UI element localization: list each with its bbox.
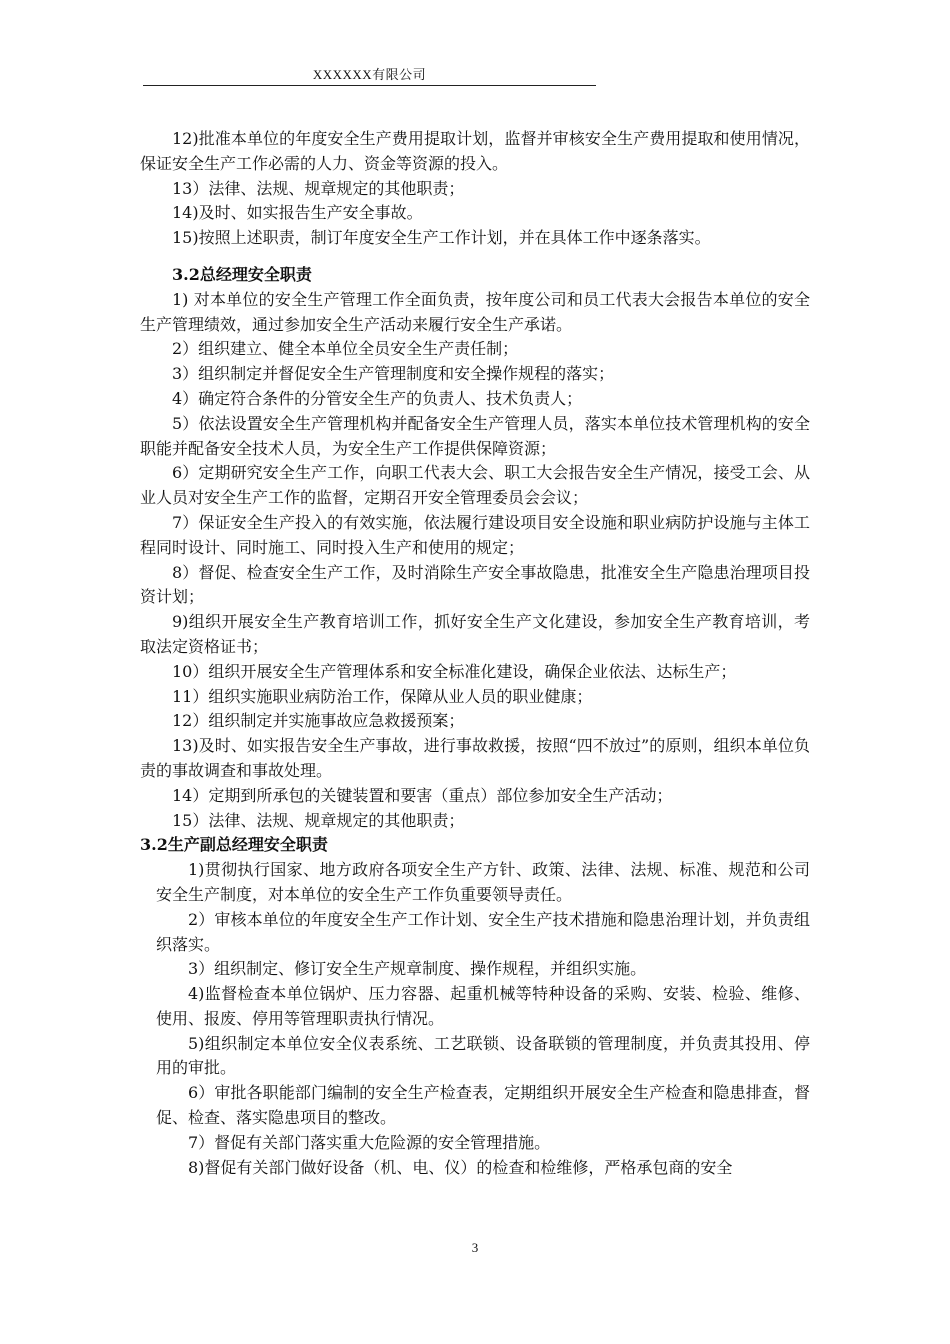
- list-item: 6）定期研究安全生产工作，向职工代表大会、职工大会报告安全生产情况，接受工会、从业人员对安全生产工作的监督，定期召开安全管理委员会会议；: [140, 463, 810, 508]
- header-rule: [143, 85, 596, 86]
- paragraph: 15)按照上述职责，制订年度安全生产工作计划，并在具体工作中逐条落实。: [172, 228, 711, 248]
- list-item: 7）督促有关部门落实重大危险源的安全管理措施。: [188, 1132, 551, 1152]
- list-item: 11）组织实施职业病防治工作，保障从业人员的职业健康；: [172, 686, 593, 706]
- list-item: 7）保证安全生产投入的有效实施，依法履行建设项目安全设施和职业病防护设施与主体工程同时设计、同时施工、同时投入生产和使用的规定；: [140, 512, 810, 557]
- list-item: 9)组织开展安全生产教育培训工作，抓好安全生产文化建设，参加安全生产教育培训，考取法定资格证书；: [140, 612, 810, 656]
- list-item: 13)及时、如实报告安全生产事故，进行事故救援，按照“四不放过”的原则，组织本单位负责的事故调查和事故处理。: [140, 736, 810, 780]
- section-production-vice-manager: [140, 833, 810, 1180]
- section-heading-general-manager: 3.2总经理安全职责: [172, 264, 312, 284]
- list-item: 5)组织制定本单位安全仪表系统、工艺联锁、设备联锁的管理制度，并负责其投用、停用的审批。: [156, 1033, 810, 1078]
- list-item: 8）督促、检查安全生产工作，及时消除生产安全事故隐患，批准安全生产隐患治理项目投资计划；: [140, 562, 810, 607]
- list-item: 4）确定符合条件的分管安全生产的负责人、技术负责人；: [172, 388, 583, 408]
- list-item: 3）组织制定并督促安全生产管理制度和安全操作规程的落实；: [172, 364, 615, 384]
- list-item: 8)督促有关部门做好设备（机、电、仪）的检查和检维修，严格承包商的安全: [188, 1157, 733, 1177]
- section-heading-production-vice-manager: 3.2生产副总经理安全职责: [140, 835, 328, 855]
- document-body: [140, 127, 810, 1180]
- page-header: XXXXXX有限公司: [312, 67, 427, 82]
- list-item: 3）组织制定、修订安全生产规章制度、操作规程，并组织实施。: [188, 959, 647, 979]
- page-number: 3: [471, 1240, 479, 1255]
- list-item: 1) 对本单位的安全生产管理工作全面负责，按年度公司和员工代表大会报告本单位的安全生产管理绩效，通过参加安全生产活动来履行安全生产承诺。: [140, 289, 810, 334]
- list-item: 5）依法设置安全生产管理机构并配备安全生产管理人员，落实本单位技术管理机构的安全职能并配备安全技术人员，为安全生产工作提供保障资源；: [140, 413, 810, 458]
- paragraph: 12)批准本单位的年度安全生产费用提取计划，监督并审核安全生产费用提取和使用情况，保证安全生产工作必需的人力、资金等资源的投入。: [140, 129, 810, 173]
- list-item: 2）组织建立、健全本单位全员安全生产责任制；: [172, 339, 519, 359]
- list-item: 15）法律、法规、规章规定的其他职责；: [172, 810, 465, 830]
- list-item: 4)监督检查本单位锅炉、压力容器、起重机械等特种设备的采购、安装、检验、维修、使用、报废、停用等管理职责执行情况。: [156, 984, 810, 1028]
- paragraph: 14)及时、如实报告生产安全事故。: [172, 203, 423, 223]
- list-item: 1)贯彻执行国家、地方政府各项安全生产方针、政策、法律、法规、标准、规范和公司安全生产制度，对本单位的安全生产工作负重要领导责任。: [156, 860, 810, 904]
- list-item: 6）审批各职能部门编制的安全生产检查表，定期组织开展安全生产检查和隐患排查，督促、检查、落实隐患项目的整改。: [156, 1083, 810, 1128]
- list-item: 12）组织制定并实施事故应急救援预案；: [172, 711, 465, 731]
- list-item: 2）审核本单位的年度安全生产工作计划、安全生产技术措施和隐患治理计划，并负责组织落实。: [156, 909, 810, 954]
- paragraph: 13）法律、法规、规章规定的其他职责；: [172, 178, 465, 198]
- list-item: 14）定期到所承包的关键装置和要害（重点）部位参加安全生产活动；: [172, 785, 673, 805]
- list-item: 10）组织开展安全生产管理体系和安全标准化建设，确保企业依法、达标生产；: [172, 661, 737, 681]
